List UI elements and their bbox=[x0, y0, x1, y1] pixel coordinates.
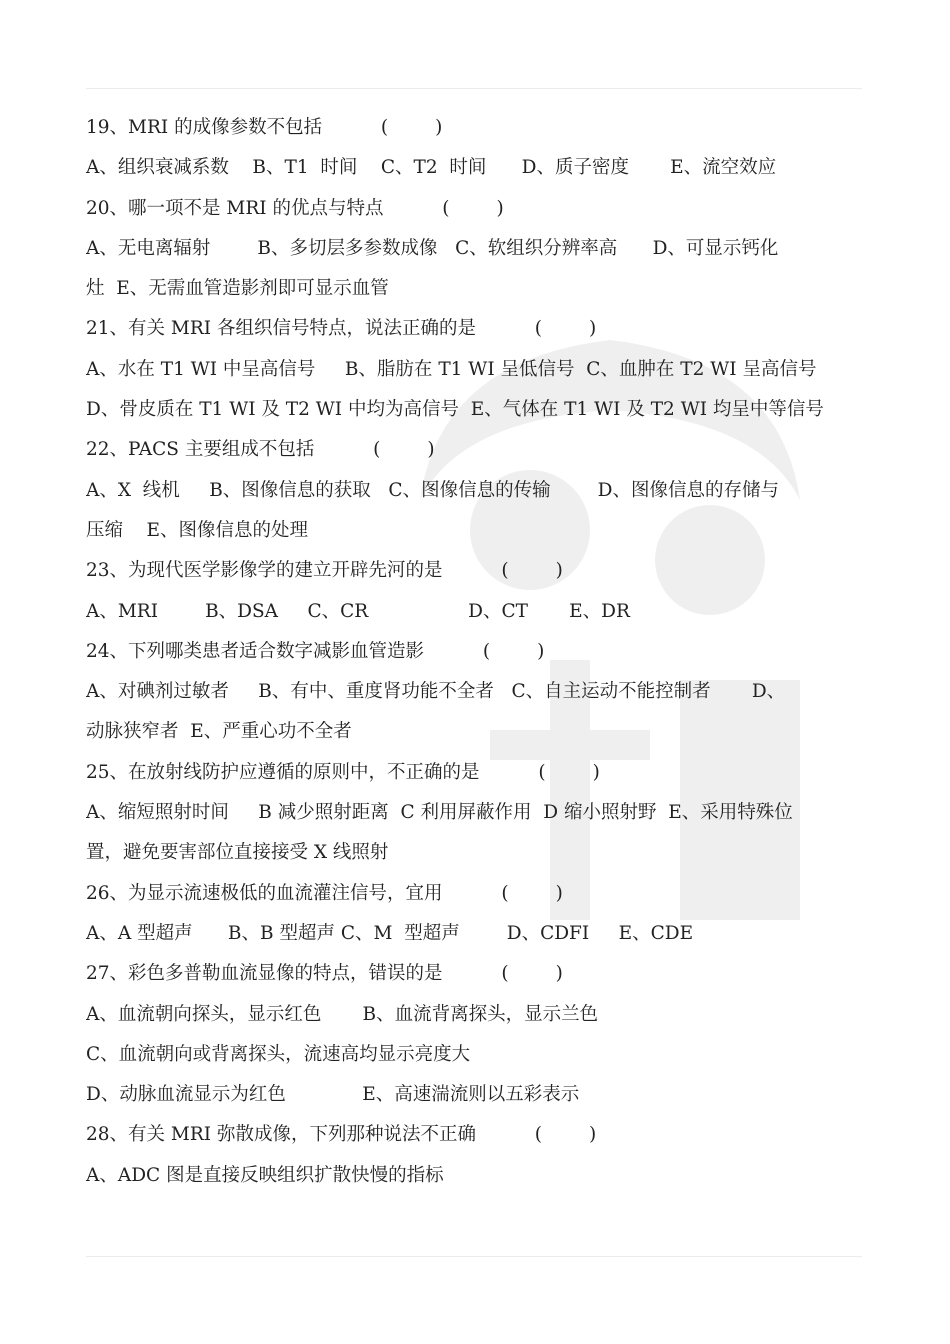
question-23-options: A、MRI B、DSA C、CR D、CT E、DR bbox=[86, 600, 630, 622]
question-19-options: A、组织衰减系数 B、T1 时间 C、T2 时间 D、质子密度 E、流空效应 bbox=[86, 157, 777, 179]
question-27-text: 27、彩色多普勒血流显像的特点，错误的是 ( ) bbox=[86, 963, 563, 985]
question-21-options: A、水在 T1 WI 中呈高信号 B、脂肪在 T1 WI 呈低信号 C、血肿在 T2 WI 呈高信号 bbox=[86, 358, 817, 380]
question-19-text: 19、MRI 的成像参数不包括 ( ) bbox=[86, 117, 443, 138]
question-23-text: 23、为现代医学影像学的建立开辟先河的是 ( ) bbox=[86, 560, 563, 582]
question-24-text: 24、下列哪类患者适合数字减影血管造影 ( ) bbox=[86, 640, 545, 662]
question-20-options: A、无电离辐射 B、多切层多参数成像 C、软组织分辨率高 D、可显示钙化 bbox=[86, 237, 779, 259]
question-27-options-cont-2: D、动脉血流显示为红色 E、高速湍流则以五彩表示 bbox=[86, 1084, 580, 1106]
question-21-text: 21、有关 MRI 各组织信号特点，说法正确的是 ( ) bbox=[86, 318, 597, 340]
question-24-options: A、对碘剂过敏者 B、有中、重度肾功能不全者 C、自主运动不能控制者 D、 bbox=[86, 681, 786, 703]
top-divider bbox=[86, 88, 862, 89]
question-27-options: A、血流朝向探头，显示红色 B、血流背离探头，显示兰色 bbox=[86, 1003, 599, 1025]
question-21-options-cont: D、骨皮质在 T1 WI 及 T2 WI 中均为高信号 E、气体在 T1 WI 及 T2 WI 均呈中等信号 bbox=[86, 399, 824, 421]
question-20-options-cont: 灶 E、无需血管造影剂即可显示血管 bbox=[86, 278, 389, 300]
question-25-options-cont: 置，避免要害部位直接接受 X 线照射 bbox=[86, 842, 389, 864]
question-22-text: 22、PACS 主要组成不包括 ( ) bbox=[86, 439, 435, 461]
question-28-options: A、ADC 图是直接反映组织扩散快慢的指标 bbox=[86, 1164, 444, 1186]
question-20-text: 20、哪一项不是 MRI 的优点与特点 ( ) bbox=[86, 197, 504, 219]
question-22-options: A、X 线机 B、图像信息的获取 C、图像信息的传输 D、图像信息的存储与 bbox=[86, 479, 779, 501]
question-25-text: 25、在放射线防护应遵循的原则中，不正确的是 ( ) bbox=[86, 761, 600, 783]
bottom-divider bbox=[86, 1256, 862, 1257]
question-26-text: 26、为显示流速极低的血流灌注信号，宜用 ( ) bbox=[86, 882, 563, 904]
question-list bbox=[86, 108, 864, 1196]
question-28-text: 28、有关 MRI 弥散成像，下列那种说法不正确 ( ) bbox=[86, 1124, 597, 1146]
question-22-options-cont: 压缩 E、图像信息的处理 bbox=[86, 519, 309, 541]
question-25-options: A、缩短照射时间 B 减少照射距离 C 利用屏蔽作用 D 缩小照射野 E、采用特殊位 bbox=[86, 802, 793, 824]
question-27-options-cont: C、血流朝向或背离探头，流速高均显示亮度大 bbox=[86, 1043, 471, 1065]
question-24-options-cont: 动脉狭窄者 E、严重心功不全者 bbox=[86, 721, 352, 743]
question-26-options: A、A 型超声 B、B 型超声 C、M 型超声 D、CDFI E、CDE bbox=[86, 922, 694, 944]
